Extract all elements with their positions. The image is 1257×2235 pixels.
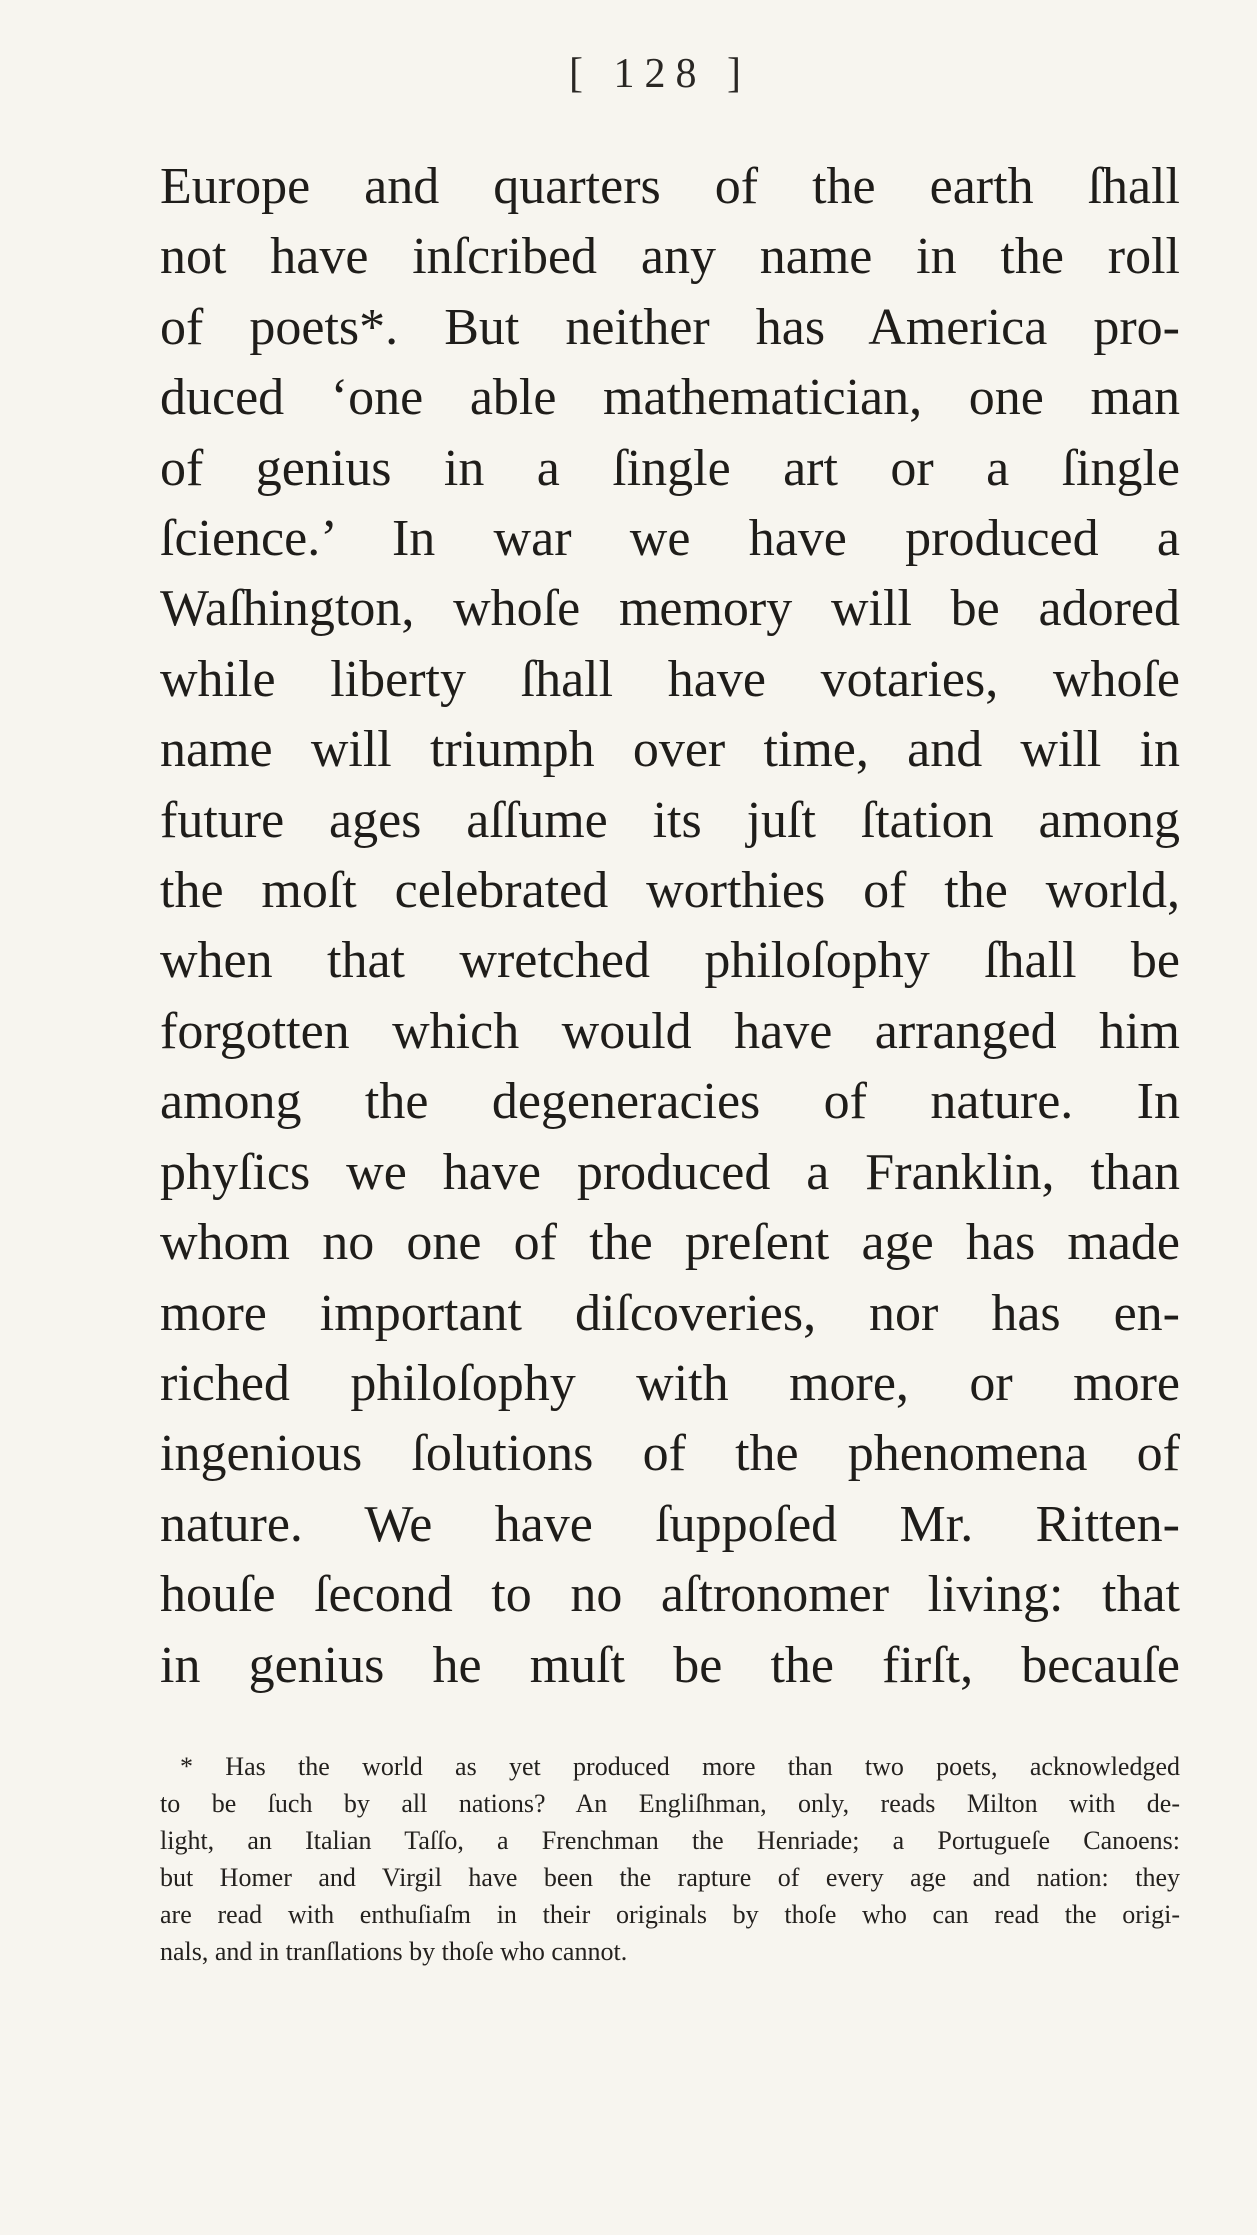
page-number: [ 128 ]: [569, 51, 751, 97]
footnote-line: light, an Italian Taſſo, a Frenchman the Henriade; a Portugueſe Canoens:: [160, 1826, 1180, 1855]
text-line: future ages aſſume its juſt ſtation among: [160, 791, 1180, 849]
main-text: [160, 152, 1180, 1701]
footnote-line: but Homer and Virgil have been the rapture of every age and nation: they: [160, 1863, 1180, 1892]
text-line: whom no one of the preſent age has made: [160, 1214, 1180, 1272]
text-line: among the degeneracies of nature. In: [160, 1073, 1180, 1131]
footnote-line: nals, and in tranſlations by thoſe who cannot.: [160, 1937, 628, 1966]
footnote: [160, 1748, 1180, 1970]
text-line: nature. We have ſuppoſed Mr. Ritten-: [160, 1495, 1180, 1553]
text-line: while liberty ſhall have votaries, whoſe: [160, 650, 1180, 708]
text-line: when that wretched philoſophy ſhall be: [160, 932, 1180, 990]
text-line: forgotten which would have arranged him: [160, 1002, 1180, 1060]
text-line: phyſics we have produced a Franklin, than: [160, 1143, 1180, 1201]
footnote-line: * Has the world as yet produced more than two poets, acknowledged: [180, 1752, 1180, 1781]
text-line: Waſhington, whoſe memory will be adored: [160, 580, 1180, 638]
text-line: the moſt celebrated worthies of the world,: [160, 862, 1180, 920]
text-line: riched philoſophy with more, or more: [160, 1354, 1180, 1412]
text-line: of genius in a ſingle art or a ſingle: [160, 439, 1180, 497]
text-line: more important diſcoveries, nor has en-: [160, 1284, 1180, 1342]
text-line: duced ‘one able mathematician, one man: [160, 369, 1180, 427]
text-line: not have inſcribed any name in the roll: [160, 228, 1180, 286]
footnote-line: to be ſuch by all nations? An Engliſhman, only, reads Milton with de-: [160, 1789, 1180, 1818]
text-line: in genius he muſt be the firſt, becauſe: [160, 1636, 1180, 1694]
text-line: name will triumph over time, and will in: [160, 721, 1180, 779]
text-line: of poets*. But neither has America pro-: [160, 298, 1180, 356]
text-line: houſe ſecond to no aſtronomer living: that: [160, 1566, 1180, 1624]
footnote-line: are read with enthuſiaſm in their originals by thoſe who can read the origi-: [160, 1900, 1180, 1929]
text-line: ſcience.’ In war we have produced a: [160, 510, 1180, 568]
text-line: ingenious ſolutions of the phenomena of: [160, 1425, 1180, 1483]
text-line: Europe and quarters of the earth ſhall: [160, 158, 1180, 215]
